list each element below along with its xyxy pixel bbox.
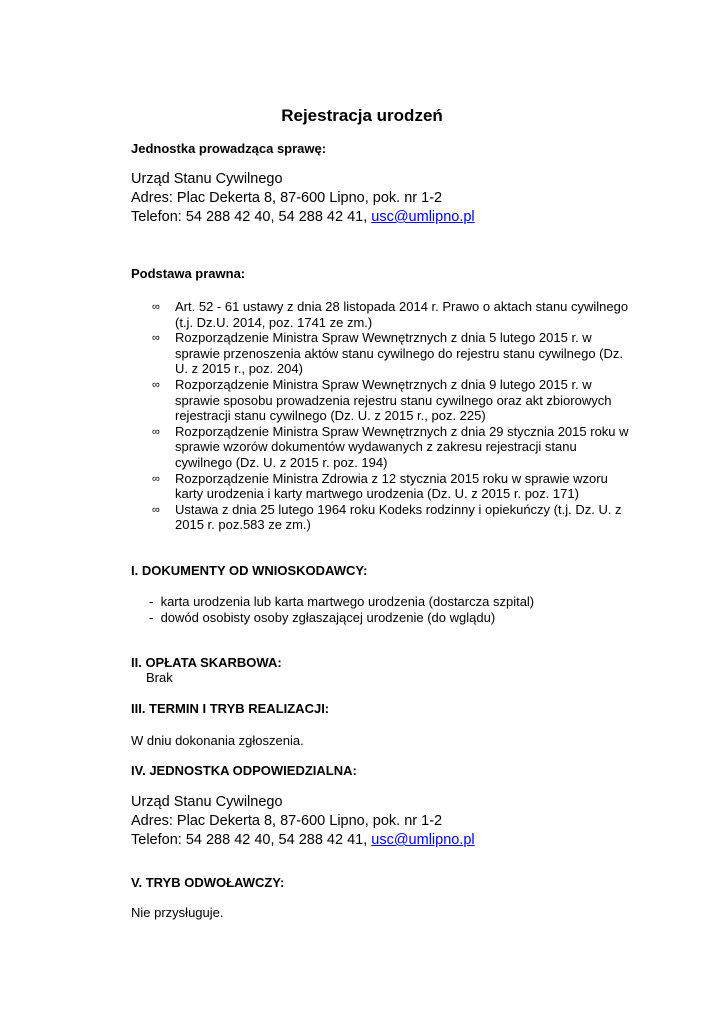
legal-basis-heading: Podstawa prawna: — [131, 266, 246, 281]
infinity-bullet-icon: ∞ — [152, 503, 160, 516]
legal-basis-text: Rozporządzenie Ministra Spraw Wewnętrznych z dnia 9 lutego 2015 r. w sprawie sposobu prowadzenia rejestru stanu cywilnego oraz akt zbiorowych rejestracji stanu cywilnego (Dz. U. z 2015 r., poz. 225) — [175, 376, 612, 424]
office-address: Adres: Plac Dekerta 8, 87-600 Lipno, pok. nr 1-2 — [131, 813, 443, 829]
infinity-bullet-icon: ∞ — [152, 332, 160, 345]
legal-basis-text: Rozporządzenie Ministra Spraw Wewnętrznych z dnia 5 lutego 2015 r. w sprawie przenoszenia aktów stanu cywilnego do rejestru stanu cywilnego (Dz. U. z 2015 r., poz. 204) — [175, 330, 623, 377]
office-phone: Telefon: 54 288 42 40, 54 288 42 41, — [131, 209, 368, 225]
legal-basis-item — [152, 330, 632, 377]
document-item: - karta urodzenia lub karta martwego urodzenia (dostarcza szpital) — [149, 594, 534, 610]
legal-basis-item — [152, 377, 632, 424]
legal-basis-item — [152, 424, 632, 471]
infinity-bullet-icon: ∞ — [152, 301, 160, 313]
documents-list — [149, 594, 534, 626]
legal-basis-text: Art. 52 - 61 ustawy z dnia 28 listopada 2014 r. Prawo o aktach stanu cywilnego (t.j. Dz.U. 2014, poz. 1741 ze zm.) — [175, 299, 629, 330]
legal-basis-item — [152, 502, 632, 533]
page-title: Rejestracja urodzeń — [281, 106, 443, 125]
unit-heading: Jednostka prowadząca sprawę: — [131, 141, 327, 156]
office-email-link[interactable]: usc@umlipno.pl — [371, 832, 475, 848]
legal-basis-item — [152, 299, 632, 330]
responsible-contact-block — [131, 793, 475, 850]
fee-heading: II. OPŁATA SKARBOWA: — [131, 655, 282, 670]
legal-basis-text: Rozporządzenie Ministra Zdrowia z 12 stycznia 2015 roku w sprawie wzoru karty urodzenia i karty martwego urodzenia (Dz. U. z 2015 r. poz. 171) — [175, 470, 608, 502]
legal-basis-text: Ustawa z dnia 25 lutego 1964 roku Kodeks rodzinny i opiekuńczy (t.j. Dz. U. z 2015 r. poz.583 ze zm.) — [175, 501, 622, 533]
office-phone-line — [131, 831, 475, 850]
responsible-heading: IV. JEDNOSTKA ODPOWIEDZIALNA: — [131, 763, 357, 778]
office-email-link[interactable]: usc@umlipno.pl — [371, 209, 475, 225]
deadline-value: W dniu dokonania zgłoszenia. — [131, 733, 304, 748]
infinity-bullet-icon: ∞ — [152, 378, 160, 391]
office-phone: Telefon: 54 288 42 40, 54 288 42 41, — [131, 832, 368, 848]
office-phone-line — [131, 208, 475, 227]
office-contact-block — [131, 170, 475, 227]
office-address: Adres: Plac Dekerta 8, 87-600 Lipno, pok. nr 1-2 — [131, 190, 443, 206]
appeal-value: Nie przysługuje. — [131, 905, 224, 920]
office-name: Urząd Stanu Cywilnego — [131, 794, 283, 810]
deadline-heading: III. TERMIN I TRYB REALIZACJI: — [131, 701, 330, 716]
legal-basis-text: Rozporządzenie Ministra Spraw Wewnętrznych z dnia 29 stycznia 2015 roku w sprawie wzorów dokumentów wydawanych z zakresu rejestracji stanu cywilnego (Dz. U. z 2015 r. poz. 194) — [175, 423, 629, 470]
office-name: Urząd Stanu Cywilnego — [131, 171, 283, 187]
documents-heading: I. DOKUMENTY OD WNIOSKODAWCY: — [131, 563, 368, 578]
legal-basis-item — [152, 471, 632, 502]
fee-value: Brak — [146, 670, 173, 685]
document-item: - dowód osobisty osoby zgłaszającej urodzenie (do wglądu) — [149, 610, 534, 626]
legal-basis-list — [152, 299, 632, 533]
infinity-bullet-icon: ∞ — [152, 472, 160, 485]
infinity-bullet-icon: ∞ — [152, 425, 160, 438]
appeal-heading: V. TRYB ODWOŁAWCZY: — [131, 875, 285, 890]
